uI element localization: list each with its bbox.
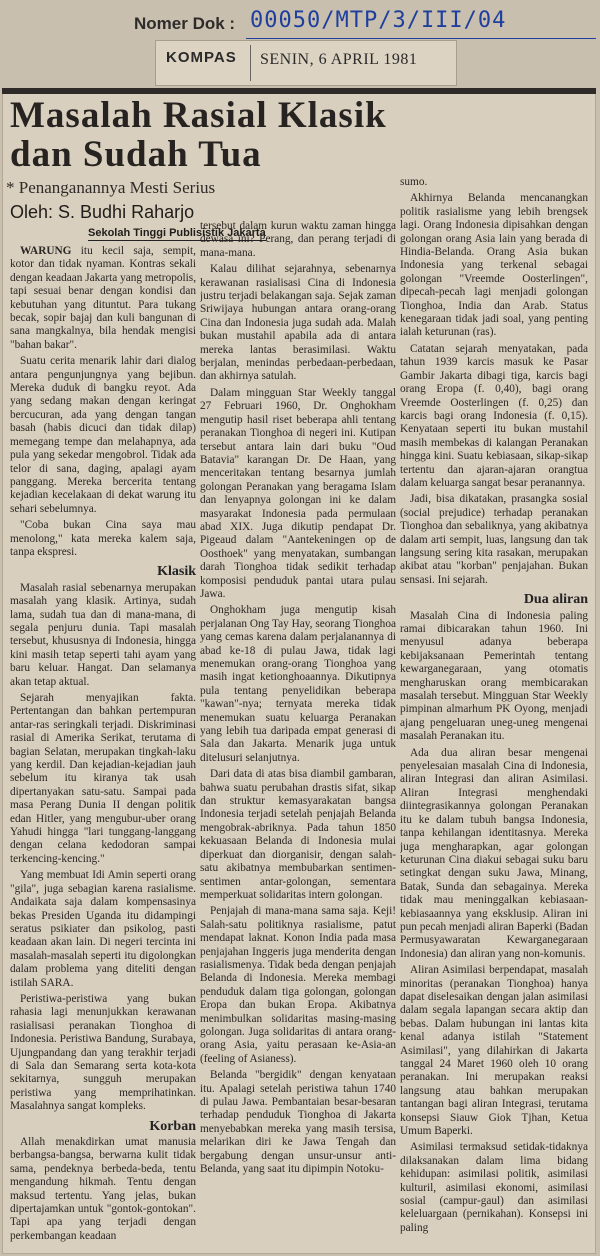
- paragraph: Belanda "bergidik" dengan kenyataan itu. Apalagi setelah peristiwa tahun 1740 di pulau Jawa. Pembantaian besar-besaran terhadap penduduk Tionghoa di Jakarta menyebabkan mereka yang masih tersisa, melarikan diri ke Jawa Tengah dan bergabung dengan unsur-unsur anti-Belanda, yang saat itu dipimpin Notoku-: [200, 1069, 396, 1176]
- article-byline: Oleh: S. Budhi Raharjo: [10, 202, 195, 222]
- article-headline: [10, 96, 480, 174]
- newspaper-masthead: [155, 40, 457, 86]
- section-heading-klasik: Klasik: [157, 564, 196, 580]
- paragraph: Suatu cerita menarik lahir dari dialog antara pengunjungnya yang bejibun. Mereka duduk di bangku reyot. Ada yang sedang makan dengan keringat bercucuran, ada yang dengan tangan basah (habis dicuci dan tidak dilap) memegang tempe dan melahapnya, ada pula yang sekedar mengobrol. Tidak ada telor di sana, daging, apalagi ayam panggang. Mereka bercerita tentang kejadian kecelakaan di dekat warung itu sehari sebelumnya.: [10, 355, 196, 515]
- section-heading-korban: Korban: [149, 1118, 196, 1134]
- paragraph: "Coba bukan Cina saya mau menolong," kata mereka kalem saja, tanpa ekspresi.: [10, 519, 196, 558]
- paragraph: Dari data di atas bisa diambil gambaran, bahwa suatu perubahan drastis sifat, sikap dan struktur kemasyarakatan bangsa Indonesia terjadi setelah penjajah Belanda mengobrak-abriknya. Pada tahun 1850 kekuasaan Belanda di Indonesia mulai diperkuat dan diorganisir, dengan salah-satu akibatnya membubarkan sentimen-sentimen antar-golongan, sementara memperkuat solidaritas intern golongan.: [200, 768, 396, 901]
- masthead-divider: [250, 45, 251, 81]
- paragraph: Onghokham juga mengutip kisah perjalanan Ong Tay Hay, seorang Tionghoa yang cemas karena dalam perjalanannya di abad ke-18 di pulau Jawa, tidak lagi menemukan orang-orang Tionghoa yang masih ingat ketionghoaannya. Dikutipnya pula tentang penyelidikan beberapa "kawan"-nya; ternyata mereka tidak menemukan suatu keluarga Peranakan yang lebih tua daripada empat generasi di Sala dan Jakarta. Menarik juga untuk ditelusuri selanjutnya.: [200, 604, 396, 764]
- paragraph: Masalah Cina di Indonesia paling ramai dibicarakan tahun 1960. Ini menyusul adanya beberapa kebijaksanaan Pemerintah tentang kewarganegaraan, yang otomatis mengharuskan orang membicarakan masalah tersebut. Mingguan Star Weekly pimpinan almarhum PK Oyong, menjadi ajang pengeluaran uneg-uneg mengenai masalah Peranakan itu.: [400, 609, 588, 743]
- paragraph: Peristiwa-peristiwa yang bukan rahasia lagi menunjukkan kerawanan rasialisasi peranakan Tionghoa di Indonesia. Peristiwa Bandung, Surabaya, Ujungpandang dan yang terakhir terjadi di Sala dan Semarang serta kota-kota sekitarnya, sungguh merupakan peristiwa yang memprihatinkan. Masalahnya sangat kompleks.: [10, 992, 196, 1113]
- lead-word: WARUNG: [20, 245, 72, 257]
- paragraph: Ada dua aliran besar mengenai penyelesaian masalah Cina di Indonesia, aliran Integrasi dan aliran Asimilasi. Aliran Integrasi menghendaki diintegrasikannya golongan Peranakan itu ke dalam tubuh bangsa Indonesia, tanpa kehilangan identitasnya. Mereka juga mengharapkan, agar golongan keturunan Cina diakui sebagai suku baru setingkat dengan suku Jawa, Minang, Batak, Sunda dan sebagainya. Mereka tidak mau meninggalkan kebiasaan-kebiasaannya yang eksklusip. Aliran ini pun pecah menjadi aliran Baperki (Badan Permusyawaratan Kewarganegaraan Indonesia) dan aliran yang non-komunis.: [400, 746, 588, 960]
- stamp-underline: [246, 38, 596, 39]
- clipping-edge: [2, 88, 596, 94]
- headline-line-2: dan Sudah Tua: [10, 134, 262, 175]
- paragraph: Penjajah di mana-mana sama saja. Keji! Salah-satu politiknya rasialisme, patut mendapat laknat. Konon India pada masa penjajahan Inggeris juga menderita dengan rasialismenya. Tidak beda dengan penjajah Belanda di Indonesia. Mereka membagi penduduk dalam tiga golongan, golongan Eropa dan bukan Eropa. Akibatnya menimbulkan solidaritas masing-masing golongan. Juga solidaritas di antara orang-orang Asia, yaitu perasaan ke-Asia-an (feeling of Asianess).: [200, 905, 396, 1065]
- paragraph: Aliran Asimilasi berpendapat, masalah minoritas (peranakan Tionghoa) hanya dapat diselesaikan dengan jalan asimilasi dalam segala lapangan secara aktip dan bebas. Dalam hubungan ini lantas kita kenal adanya istilah "Statement Asimilasi", yang dilahirkan di Jakarta tanggal 24 Maret 1960 oleh 10 orang peranakan. Ini merupakan reaksi langsung atau bahkan merupakan tantangan bagi aliran Integrasi, terutama konsepsi Siauw Giok Tjhan, Ketua Umum Baperki.: [400, 964, 588, 1138]
- doc-number-value: 00050/MTP/3/III/04: [250, 8, 507, 33]
- paragraph: Catatan sejarah menyatakan, pada tahun 1939 karcis masuk ke Pasar Gambir Jakarta dibagi tiga, karcis bagi orang Eropa (f. 0,40), bagi orang Vreemde Oosterlingen (f. 0,25) dan karcis bagi orang Indonesia (f. 0,15). Kenyataan seperti itu bukan mustahil masih membekas di kalangan Peranakan hingga kini. Suatu kebiasaan, sikap-sikap tertentu dan ajaran-ajaran orangtua dalam keluarga sangat besar peranannya.: [400, 342, 588, 489]
- paragraph: tersebut dalam kurun waktu zaman hingga dewasa ini? Perang, dan perang terjadi di mana-mana.: [200, 220, 396, 259]
- article-column-2: [200, 220, 396, 1245]
- headline-line-1: Masalah Rasial Klasik: [10, 95, 387, 136]
- article-column-3: [400, 176, 588, 1248]
- paragraph: Dalam mingguan Star Weekly tanggal 27 Februari 1960, Dr. Onghokham mengutip hasil riset beberapa ahli tentang peranakan Tionghoa di negeri ini. Kutipan tersebut antara lain dari buku "Oud Batavia" karangan Dr. De Haan, yang menceritakan tentang besarnya jumlah golongan Peranakan yang beragama Islam dan lenyapnya golongan ini ke dalam masyarakat Indonesia pada permulaan abad XIX. Juga dikutip pendapat Dr. Pigeaud dalam "Aantekeningen op de Oosthoek" yang menyatakan, sumbangan darah Tionghoa tidak sedikit terhadap komposisi penduduk pantai utara pulau Jawa.: [200, 386, 396, 600]
- section-heading-dua-aliran: Dua aliran: [523, 592, 588, 608]
- paragraph: sumo.: [400, 176, 428, 188]
- article-column-1: [10, 245, 196, 1245]
- archive-stamp: [128, 8, 598, 40]
- paragraph: Akhirnya Belanda mencanangkan politik rasialisme yang lebih brengsek lagi. Orang Indonesia dipisahkan dengan golongan orang Asia lain yang berada di Hindia-Belanda. Orang Asia bukan Indonesia yang terkenal sebagai golongan "Vreemde Oosterlingen", dipecah-pecah lagi menjadi golongan Tionghoa, India dan Arab. Status kenegaraan tidak jadi soal, yang penting ialah keturunan (ras).: [400, 192, 588, 339]
- paragraph: Kalau dilihat sejarahnya, sebenarnya kerawanan rasialisasi Cina di Indonesia justru terjadi belakangan saja. Sejak zaman Sriwijaya hubungan antara orang-orang Cina dan Indonesia juga sudah ada. Malah bukan mustahil apabila ada di antara mereka lantas berasimilasi. Waktu berjalan, menindas perbedaan-perbedaan, dan akhirnya satulah.: [200, 263, 396, 383]
- article-subhead: * Penanganannya Mesti Serius: [6, 178, 216, 197]
- paragraph: Jadi, bisa dikatakan, prasangka sosial (social prejudice) terhadap peranakan Tionghoa dan sebaliknya, yang akibatnya dalam arti sempit, luas, langsung dan tak langsung sering kita rasakan, merupakan akibat atau "korban" penjajahan. Bukan sensasi. Ini sejarah.: [400, 493, 588, 586]
- paragraph: Yang membuat Idi Amin seperti orang "gila", juga sebagian karena rasialisme. Andaikata saja dalam kompensasinya bekas Presiden Uganda itu didampingi seratus psikiater dan psikolog, pasti keadaan akan lain. Di negeri tercinta ini masalah-masalah seperti itu digolongkan dalam problema yang diteliti dengan istilah SARA.: [10, 869, 196, 989]
- paragraph: Sejarah menyajikan fakta. Pertentangan dan bahkan pertempuran antar-ras seringkali terjadi. Diskriminasi rasial di Amerika Serikat, terutama di bagian Selatan, merupakan tingkah-laku yang kerdil. Dan kejadian-kejadian jauh sebelum itu kiranya tak usah dipertanyakan satu-satu. Sampai pada masa Perang Dunia II dengan politik edan Hitler, yang mengubur-uber orang Yahudi hingga "lari tunggang-langgang dengan celana kedodoran sampai terkencing-kencing.": [10, 692, 196, 865]
- publication-date: SENIN, 6 APRIL 1981: [260, 51, 418, 68]
- paragraph: Asimilasi termaksud setidak-tidaknya dilaksanakan dalam lima bidang kehidupan: asimilasi politik, asimilasi kulturil, asimilasi ekonomi, asimilasi sosial (campur-gaul) dan asimilasi keleluargaan (pernikahan). Konsepsi ini paling: [400, 1141, 588, 1234]
- newspaper-clipping: [2, 88, 596, 1254]
- doc-number-label: Nomer Dok :: [134, 14, 236, 33]
- paragraph: Masalah rasial sebenarnya merupakan masalah yang klasik. Artinya, sudah lama, sudah tua dan di mana-mana, di segala penjuru dunia. Tapi masalah tersebut, khususnya di Indonesia, hingga kini masih tetap seperti tahi ayam yang baru keluar. Hangat. Dan selamanya akan tetap aktual.: [10, 581, 196, 688]
- author-affiliation: Sekolah Tinggi Publisistik Jakarta: [88, 227, 266, 239]
- paragraph: [10, 245, 196, 352]
- paragraph: Allah menakdirkan umat manusia berbangsa-bangsa, berwarna kulit tidak sama, pendeknya berbeda-beda, tentu mengandung hikmah. Tentu dengan maksud tertentu. Yang jelas, bukan dipertajamkan untuk "gontok-gontokan". Tapi apa yang terjadi dengan perkembangan keadaan: [10, 1136, 196, 1242]
- lead-text: itu kecil saja, sempit, kotor dan tidak nyaman. Kontras sekali dengan keadaan Jakarta yang metropolis, tapi sesuai benar dengan kondisi dan kebutuhan yang dituntut. Para tukang becak, sopir bajaj dan kuli bangunan di sana mangkalnya, bila hendak mengisi "bahan bakar".: [10, 245, 196, 351]
- newspaper-name: KOMPAS: [166, 49, 237, 66]
